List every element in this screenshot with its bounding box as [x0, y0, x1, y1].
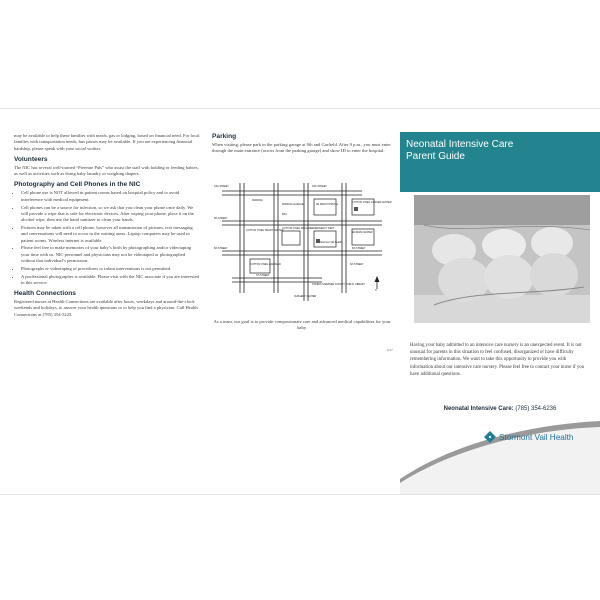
photography-heading: Photography and Cell Phones in the NIC [14, 181, 141, 189]
map-label-9th: 9th STREET [214, 217, 228, 220]
map-label-stormont: Stormont Vail Health [320, 241, 342, 244]
health-connections-text: Registered nurses at Health Connections are available after hours, weekdays and around-the-clock weekends and holidays, to answer your health questions or to help you find a physician. Call Health Connections at (785) 354-5225. [14, 299, 198, 317]
map-label-north: N [375, 289, 377, 292]
nicu-contact [410, 406, 590, 412]
title-line-2: Parent Guide [406, 151, 465, 162]
babies-photo [414, 195, 590, 323]
financial-paragraph: may be available to help these families with meals, gas or lodging, based on financial need. For local families with transportation needs, bus passes may be available. If you are experiencing financial hardship, please speak with your social worker. [14, 133, 200, 151]
babies-photo-graphic [414, 195, 590, 323]
list-item: • Pictures may be taken with a cell phone, however all transmission of pictures, text messaging and conversations will need to occur in the waiting areas. Laptop computers may be used in patient rooms. Wireless internet is available. [21, 225, 200, 244]
list-item: • Cell phones can be a source for infection, so we ask that you clean your phone once daily. We will provide a wipe that is safe for electronic devices. After wiping your phone, place it on the alcohol wipe, then use the hand sanitizer to clean your hands. [21, 205, 200, 224]
map-label-emergency: EMERGENCY DEPT. [312, 227, 335, 230]
health-connections-heading: Health Connections [14, 290, 76, 298]
left-column [14, 133, 200, 321]
page-code: 6/17 [387, 348, 393, 352]
parking-text: When visiting, please park in the parking garage at 9th and Garfield. After 9 p.m., you must enter through the main entrance (across from the parking garage) and show ID to enter the hospital. [212, 142, 391, 154]
contact-label: Neonatal Intensive Care: [443, 406, 514, 412]
photography-list [14, 190, 200, 286]
contact-phone: (785) 354-6236 [515, 406, 557, 412]
cover-intro: Having your baby admitted to an intensive care nursery is an unexpected event. It is not unusual for parents in this situation to feel confused, disorganized or have difficulty remembering information. We want to take this opportunity to provide you with information about our intensive care nursery. Please feel free to contact your nurse if you have additional questions. [410, 343, 585, 377]
logo-text: Stormont Vail Health [499, 432, 574, 442]
map-label-8th-right: 8th STREET [352, 247, 366, 250]
map-label-parking-garage: PARKING GARAGE [282, 203, 304, 206]
map-label-cotton-mulvane: COTTON O'NEIL MULVANE [282, 227, 313, 230]
volunteers-heading: Volunteers [14, 155, 48, 163]
guide-title [406, 139, 513, 163]
brochure [0, 108, 600, 495]
map-label-8th-left: 8th STREET [214, 247, 228, 250]
middle-column [212, 133, 392, 331]
map-label-10th-right: 10th STREET [312, 185, 327, 188]
map-label-cancer: COTTON O'NEIL CANCER CENTER [352, 201, 392, 204]
stormont-vail-logo [484, 431, 573, 443]
list-item: • Please feel free to make memories of your baby’s birth by photographing and/or videotaping your time with us. NIC personnel and physicians may not be videotaped or photographed without that individual’s permission. [21, 245, 200, 264]
list-item: • A professional photographer is available. Please visit with the NIC associate if you are interested in this service. [21, 274, 200, 287]
list-item: • Cell phone use is NOT allowed in patient rooms based on hospital policy and to avoid interference with medical equipment. [21, 190, 200, 203]
map-label-se-main: SE MAIN HOSPITAL [316, 203, 339, 206]
logo-mark-icon [484, 431, 496, 443]
map-label-library: TOPEKA SHAWNEE COUNTY PUBLIC LIBRARY [312, 283, 366, 286]
map-label-parking: PARKING [252, 199, 263, 202]
parking-heading: Parking [212, 133, 237, 140]
map-label-10th-left: 10th STREET [214, 185, 229, 188]
volunteers-text: The NIC has several well-trained “Preemie Pals” who assist the staff with holding or feeding babies, as well as activities such as doing baby laundry or weighing diapers. [14, 164, 199, 177]
map-label-cotton-garfield: COTTON O'NEIL GARFIELD [250, 263, 281, 266]
mission-statement: As a team, our goal is to provide compassionate care and advanced medical capabilities for your baby. [213, 319, 391, 331]
title-line-1: Neonatal Intensive Care [406, 139, 514, 150]
map-label-ed-main: ED MAIN CENTER [352, 231, 373, 234]
map-label-surgery: SURGERY CENTER [294, 295, 317, 298]
map-label-cotton-heart: COTTON O'NEIL HEART CENTER [246, 229, 284, 232]
map-label-bsc: BSC [282, 213, 287, 216]
title-band [400, 132, 600, 192]
cover-panel [400, 109, 600, 494]
map-label-7th: 7th STREET [256, 274, 270, 277]
campus-map [212, 183, 392, 303]
map-label-6th: 6th STREET [350, 263, 364, 266]
list-item: • Photographs or videotaping of procedures or infant interventions is not permitted. [21, 266, 200, 272]
